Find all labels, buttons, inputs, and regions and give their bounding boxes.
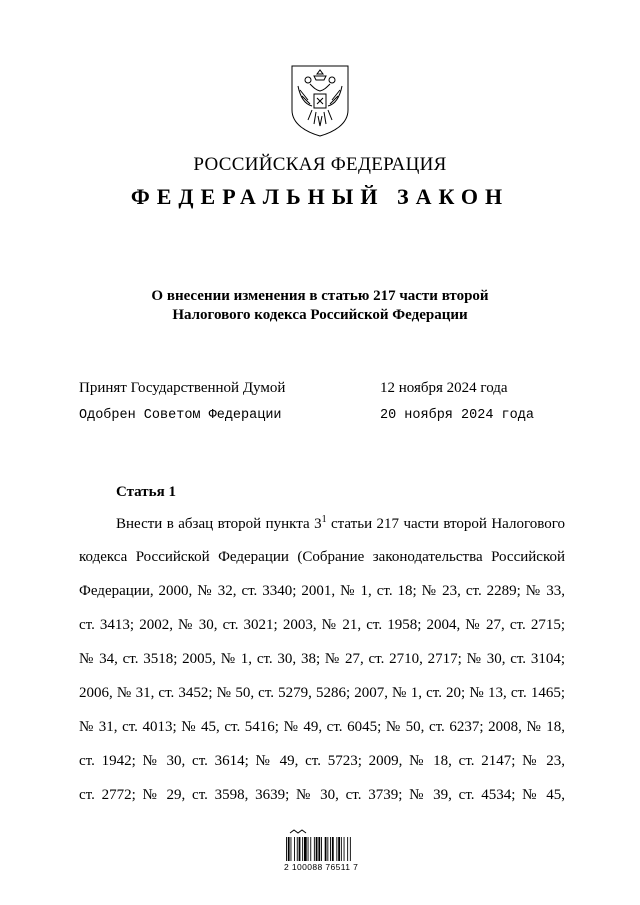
barcode-bar xyxy=(321,837,322,861)
country-name: РОССИЙСКАЯ ФЕДЕРАЦИЯ xyxy=(193,154,447,175)
article-text-line: кодекса Российской Федерации (Собрание законодательства Российской xyxy=(79,549,565,565)
article-text-line: № 34, ст. 3518; 2005, № 1, ст. 30, 38; № 27, ст. 2710, 2717; № 30, ст. 3104; xyxy=(79,651,565,667)
barcode-bar xyxy=(314,837,315,861)
barcode-mark xyxy=(290,830,306,833)
barcode-bar xyxy=(299,837,301,861)
barcode-bar xyxy=(310,837,311,861)
coat-of-arms-icon xyxy=(288,64,352,138)
article-heading: Статья 1 xyxy=(116,484,176,500)
law-title xyxy=(0,287,640,325)
barcode-bar xyxy=(344,837,345,861)
barcode-bar xyxy=(308,837,309,861)
law-title-line-1: О внесении изменения в статью 217 части второй xyxy=(151,288,489,304)
article-text-line: ст. 2772; № 29, ст. 3598, 3639; № 30, ст. 3739; № 39, ст. 4534; № 45, xyxy=(79,787,565,803)
article-text-superscript: 1 xyxy=(321,514,327,525)
barcode-bar xyxy=(336,837,337,861)
barcode-bar xyxy=(341,837,342,861)
duma-adoption-date: 12 ноября 2024 года xyxy=(380,380,508,396)
barcode-bar xyxy=(286,837,287,861)
barcode-bar xyxy=(350,837,351,861)
barcode-number: 2 100088 76511 7 xyxy=(284,862,359,872)
barcode-bar xyxy=(294,837,295,861)
barcode-bar xyxy=(330,837,331,861)
barcode-bar xyxy=(302,837,303,861)
barcode-bar xyxy=(318,837,320,861)
council-approval-label: Одобрен Советом Федерации xyxy=(79,408,282,423)
barcode-bar xyxy=(304,837,307,861)
article-text-line-1-part-1: Внести в абзац второй пункта 3 xyxy=(116,516,322,532)
barcode-bar xyxy=(347,837,348,861)
council-approval-date: 20 ноября 2024 года xyxy=(380,408,534,423)
barcode-bar xyxy=(325,837,327,861)
duma-adoption-label: Принят Государственной Думой xyxy=(79,380,286,396)
barcode-bar xyxy=(297,837,298,861)
article-text-line: № 31, ст. 4013; № 45, ст. 5416; № 49, ст. 6045; № 50, ст. 6237; 2008, № 18, xyxy=(79,719,565,735)
article-text-line: 2006, № 31, ст. 3452; № 50, ст. 5279, 5286; 2007, № 1, ст. 20; № 13, ст. 1465; xyxy=(79,685,565,701)
law-title-line-2: Налогового кодекса Российской Федерации xyxy=(172,307,468,323)
article-text-line: Федерации, 2000, № 32, ст. 3340; 2001, № 1, ст. 18; № 23, ст. 2289; № 33, xyxy=(79,583,565,599)
barcode-bar xyxy=(288,837,290,861)
document-type: ФЕДЕРАЛЬНЫЙ ЗАКОН xyxy=(130,184,510,209)
article-text-line-1-part-2: статьи 217 части второй Налогового xyxy=(326,516,565,532)
barcode-bar xyxy=(338,837,340,861)
barcode-bar xyxy=(316,837,318,861)
barcode-bar xyxy=(332,837,334,861)
barcode-bar xyxy=(291,837,292,861)
article-text-line: ст. 3413; 2002, № 30, ст. 3021; 2003, № 21, ст. 1958; 2004, № 27, ст. 2715; xyxy=(79,617,565,633)
article-text-line: ст. 1942; № 30, ст. 3614; № 49, ст. 5723; 2009, № 18, ст. 2147; № 23, xyxy=(79,753,565,769)
article-text-line-1 xyxy=(116,516,565,533)
barcode-bar xyxy=(327,837,328,861)
